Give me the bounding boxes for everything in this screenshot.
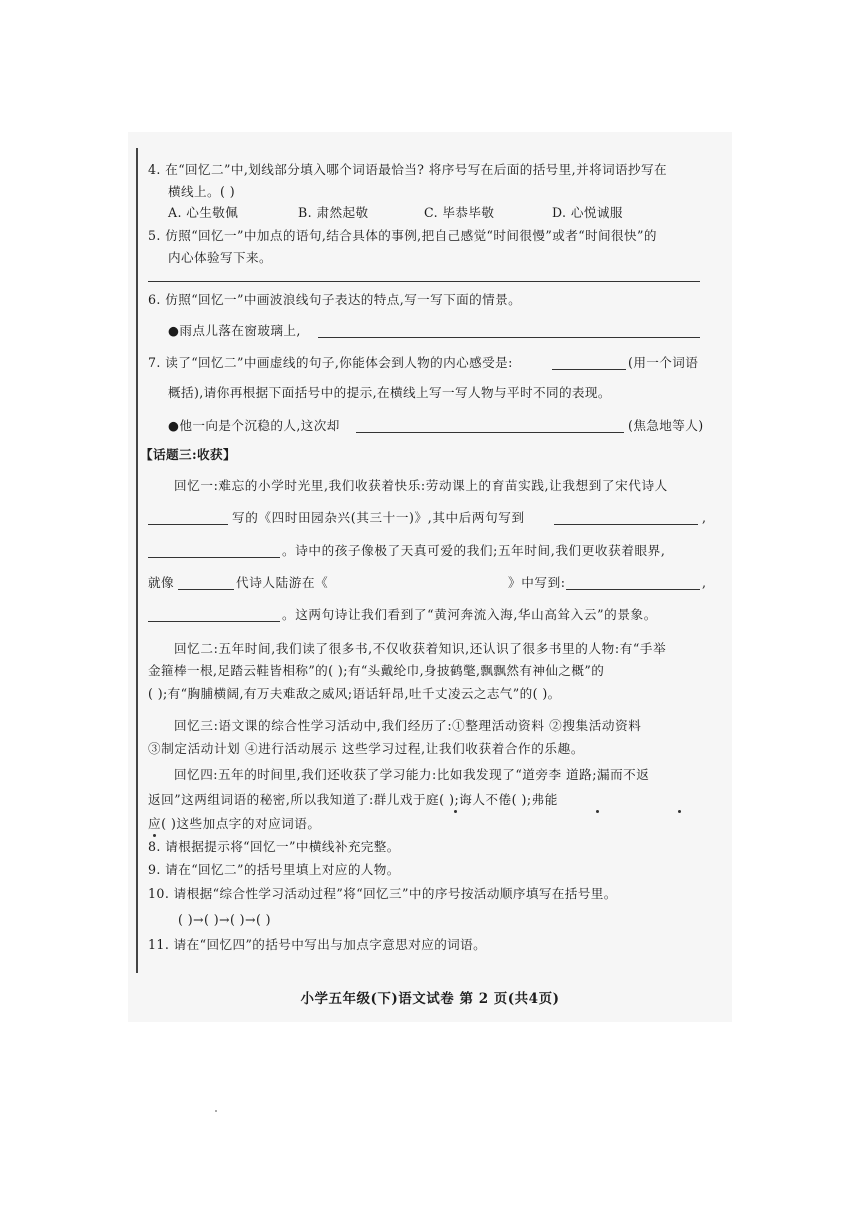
- question-5-answer-line: [148, 281, 700, 282]
- memory-4-line-3: 应( )这些加点字的对应词语。: [148, 816, 321, 831]
- question-10-answer-slots: ( )→( )→( )→( ): [178, 912, 271, 927]
- memory-1-comma-1: ,: [702, 510, 707, 525]
- memory-3-line-2: ③制定活动计划 ④进行活动展示 这些学习过程,让我们收获着合作的乐趣。: [148, 741, 585, 756]
- memory-1-line-1: 回忆一:难忘的小学时光里,我们收获着快乐:劳动课上的育苗实践,让我想到了宋代诗人: [174, 478, 668, 493]
- question-7-answer-line: [356, 432, 624, 433]
- question-5-text: 5. 仿照“回忆一”中加点的语句,结合具体的事例,把自己感觉“时间很慢”或者“时间很快”的: [148, 228, 657, 243]
- page-footer: 小学五年级(下)语文试卷 第 2 页(共4页): [300, 991, 560, 1007]
- question-4-option-b: B. 肃然起敬: [298, 205, 369, 220]
- memory-1-line-3: 。诗中的孩子像极了天真可爱的我们;五年时间,我们更收获着眼界,: [282, 543, 666, 558]
- question-4-option-d: D. 心悦诚服: [552, 205, 623, 220]
- memory-1-line-2: 写的《四时田园杂兴(其三十一)》,其中后两句写到: [232, 510, 525, 525]
- memory-1-comma-2: ,: [702, 575, 707, 590]
- question-4-option-c: C. 毕恭毕敬: [424, 205, 495, 220]
- memory-1-verse-blank-2: [148, 557, 280, 558]
- memory-1-verse-blank-3: [566, 589, 700, 590]
- question-7-hint: (焦急地等人): [628, 418, 704, 433]
- memory-4-line-2: 返回”这两组词语的秘密,所以我知道了:群儿戏于庭( );诲人不倦( );弗能: [148, 792, 558, 807]
- memory-1-line-4-mid: 代诗人陆游在《: [236, 575, 329, 590]
- memory-1-line-4-quote: 》中写到:: [508, 575, 566, 590]
- emphasis-dot: [596, 810, 599, 813]
- memory-2-line-2: 金箍棒一根,足踏云鞋皆相称”的( );有“头戴纶巾,身披鹤氅,飘飘然有神仙之概”的: [148, 663, 605, 678]
- question-7-feeling-blank: [552, 369, 626, 370]
- memory-1-line-5: 。这两句诗让我们看到了“黄河奔流入海,华山高耸入云”的景象。: [282, 607, 657, 622]
- question-7-prompt: ●他一向是个沉稳的人,这次却: [168, 418, 340, 433]
- question-7-text-end: (用一个词语: [628, 355, 699, 370]
- question-4-answer-line: 横线上。( ): [168, 184, 236, 199]
- memory-1-line-4-start: 就像: [148, 575, 174, 590]
- memory-3-line-1: 回忆三:语文课的综合性学习活动中,我们经历了:①整理活动资料 ②搜集活动资料: [174, 718, 642, 733]
- question-7-text-cont: 概括),请你再根据下面括号中的提示,在横线上写一写人物与平时不同的表现。: [168, 385, 611, 400]
- question-6-answer-line: [318, 337, 700, 338]
- memory-4-line-1: 回忆四:五年的时间里,我们还收获了学习能力:比如我发现了“道旁李 道路;漏而不返: [174, 767, 650, 782]
- question-6-text: 6. 仿照“回忆一”中画波浪线句子表达的特点,写一写下面的情景。: [148, 292, 522, 307]
- question-8-text: 8. 请根据提示将“回忆一”中横线补充完整。: [148, 839, 400, 854]
- question-6-prompt: ●雨点儿落在窗玻璃上,: [168, 323, 301, 338]
- scan-speck: [215, 1110, 217, 1112]
- memory-1-verse-blank-4: [148, 621, 280, 622]
- emphasis-dot: [678, 810, 681, 813]
- question-10-text: 10. 请根据“综合性学习活动过程”将“回忆三”中的序号按活动顺序填写在括号里。: [148, 886, 617, 901]
- emphasis-dot: [454, 810, 457, 813]
- memory-1-poet-blank: [148, 524, 228, 525]
- memory-1-dynasty-blank: [178, 589, 234, 590]
- memory-2-line-1: 回忆二:五年时间,我们读了很多书,不仅收获着知识,还认识了很多书里的人物:有“手举: [174, 641, 667, 656]
- memory-1-verse-blank-1: [554, 524, 698, 525]
- question-5-text-cont: 内心体验写下来。: [168, 250, 272, 265]
- topic-3-heading: 【话题三:收获】: [140, 447, 237, 462]
- question-7-text: 7. 读了“回忆二”中画虚线的句子,你能体会到人物的内心感受是:: [148, 355, 513, 370]
- memory-2-line-3: ( );有“胸脯横阔,有万夫难敌之威风;语话轩昂,吐千丈凌云之志气”的( )。: [148, 686, 561, 701]
- question-11-text: 11. 请在“回忆四”的括号中写出与加点字意思对应的词语。: [148, 937, 487, 952]
- emphasis-dot: [153, 834, 156, 837]
- question-4-text: 4. 在“回忆二”中,划线部分填入哪个词语最恰当? 将序号写在后面的括号里,并将词语抄写在: [148, 162, 668, 177]
- question-9-text: 9. 请在“回忆二”的括号里填上对应的人物。: [148, 862, 400, 877]
- question-4-option-a: A. 心生敬佩: [168, 205, 239, 220]
